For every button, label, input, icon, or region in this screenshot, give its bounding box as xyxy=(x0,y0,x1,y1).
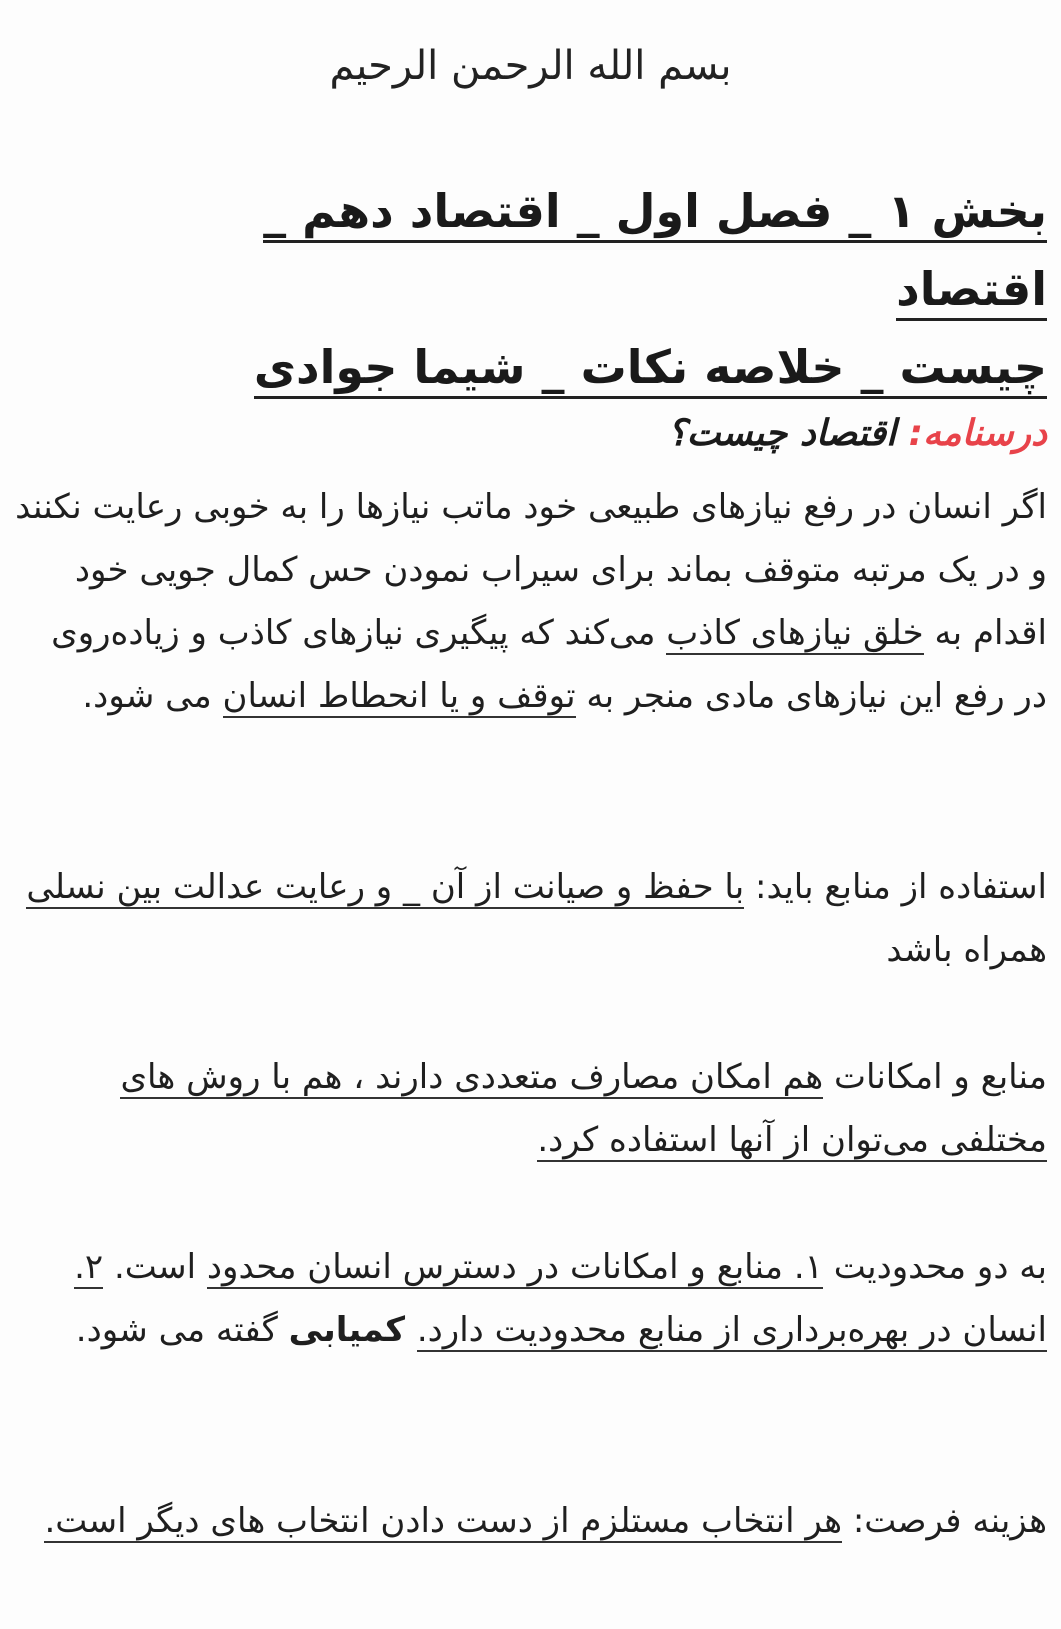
title-line-2: چیست _ خلاصه نکات _ شیما جوادی xyxy=(254,340,1047,399)
bismillah-heading: بسم الله الرحمن الرحیم xyxy=(329,43,732,89)
text: گفته می شود. xyxy=(75,1310,289,1350)
page-title xyxy=(127,172,1047,406)
text: منابع و امکانات xyxy=(823,1057,1047,1097)
bold-term-scarcity: کمیابی xyxy=(288,1310,417,1350)
paragraph-resource-use xyxy=(14,856,1047,982)
underlined-text: ۱. منابع و امکانات در دسترس انسان محدود xyxy=(206,1247,823,1287)
text: استفاده از منابع باید: xyxy=(744,867,1047,907)
underlined-text: با حفظ و صیانت از آن _ و رعایت عدالت بین نسلی xyxy=(26,867,745,907)
text: هزینه فرصت: xyxy=(842,1501,1047,1541)
paragraph-false-needs xyxy=(14,476,1047,728)
text: است. xyxy=(103,1247,207,1287)
title-line-1: بخش ۱ _ فصل اول _ اقتصاد دهم _ اقتصاد xyxy=(263,184,1047,321)
section-title: اقتصاد چیست؟ xyxy=(667,413,909,454)
paragraph-scarcity xyxy=(14,1236,1047,1362)
text: می شود. xyxy=(82,676,223,716)
section-heading xyxy=(668,404,1047,464)
underlined-text: ۲. انسان در بهره‌برداری از منابع محدودیت دارد. xyxy=(74,1247,1047,1350)
text: همراه باشد xyxy=(886,930,1047,970)
text: به دو محدودیت xyxy=(822,1247,1047,1287)
text: می‌کند که پیگیری نیازهای کاذب و زیاده‌روی در رفع این نیازهای مادی منجر به xyxy=(51,613,1047,716)
paragraph-opportunity-cost xyxy=(14,1490,1047,1553)
underlined-text: توقف و یا انحطاط انسان xyxy=(222,676,576,716)
text: اگر انسان در رفع نیازهای طبیعی خود ماتب نیازها را به خوبی رعایت نکنند و در یک مرتبه متوقف بماند برای سیراب نمودن حس کمال جویی خود اقدام به xyxy=(15,487,1047,653)
underlined-text: خلق نیازهای کاذب xyxy=(666,613,924,653)
section-label: درسنامه: xyxy=(908,413,1047,454)
paragraph-resources-uses xyxy=(14,1046,1047,1172)
underlined-text: هر انتخاب مستلزم از دست دادن انتخاب های دیگر است. xyxy=(44,1501,843,1541)
underlined-text: هم امکان مصارف متعددی دارند ، هم با روش های مختلفی می‌توان از آنها استفاده کرد. xyxy=(120,1057,1047,1160)
